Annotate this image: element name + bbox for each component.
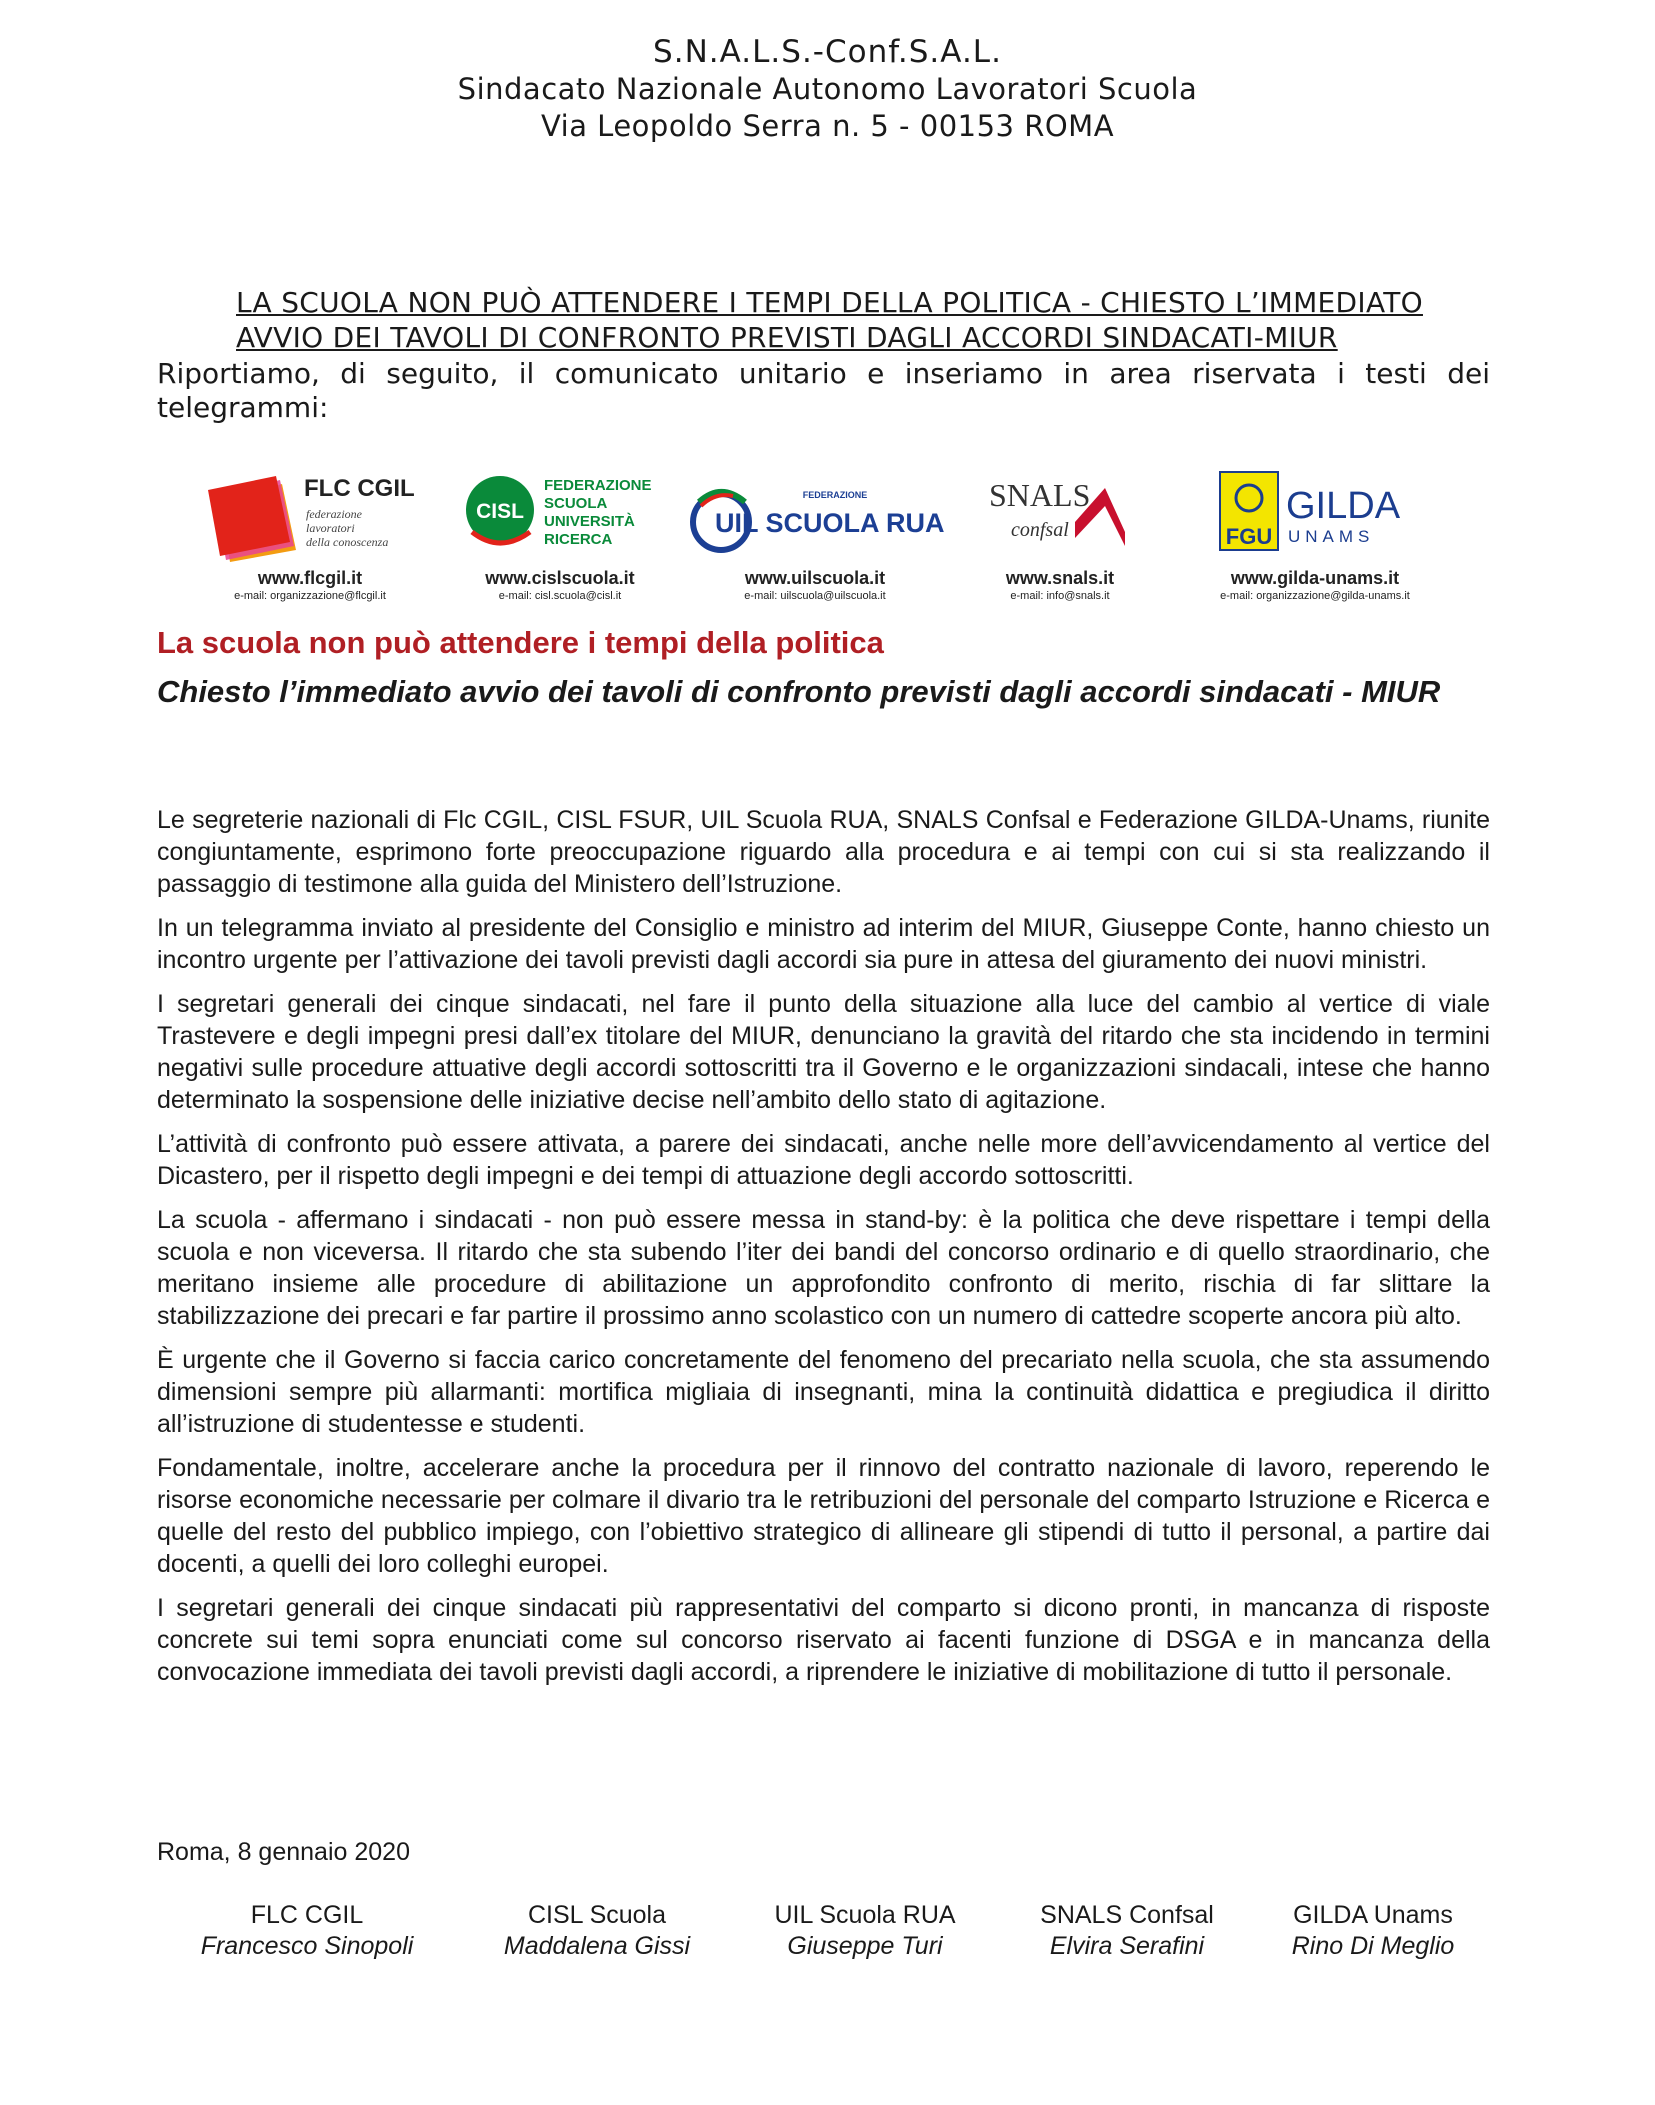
svg-text:lavoratori: lavoratori [306,521,355,535]
letterhead-org: S.N.A.L.S.-Conf.S.A.L. [653,34,1002,70]
signature-block [504,1900,690,1962]
cisl-mail: e-mail: cisl.scuola@cisl.it [498,590,622,602]
intro-text: Riportiamo, di seguito, il comunicato unitario e inseriamo in area riservata i testi dei telegrammi: [157,357,1490,424]
cisl-logo-name: CISL [476,500,524,523]
snals-confsal-label: confsal [1011,519,1069,541]
paragraph: È urgente che il Governo si faccia carico concretamente del fenomeno del precariato nella scuola, che sta assumendo dimensioni sempre più allarmanti: mortifica migliaia di insegnanti, mina la continuità didattica e pregiudica il diritto all’istruzione di studentesse e studenti. [157,1346,1490,1438]
cisl-site: www.cislscuola.it [485,568,635,588]
gilda-logo-name: GILDA [1286,485,1401,527]
signature-name: Francesco Sinopoli [200,1932,414,1960]
flc-cgil-mail: e-mail: organizzazione@flcgil.it [234,590,386,602]
snals-logo [975,462,1145,612]
snals-emblem-icon [975,462,1145,566]
uil-federazione-label: FEDERAZIONE [802,490,868,500]
cisl-logo [460,462,660,612]
gilda-unams-mail: e-mail: organizzazione@gilda-unams.it [1220,590,1410,602]
signature-org: GILDA Unams [1293,1901,1453,1929]
signatures [157,1900,1490,1970]
signature-block [774,1900,955,1962]
flc-cgil-logo-name: FLC CGIL [304,475,415,502]
signature-block [201,1900,414,1962]
document-title-line2: AVVIO DEI TAVOLI DI CONFRONTO PREVISTI DAGLI ACCORDI SINDACATI-MIUR [236,321,1338,354]
headline: La scuola non può attendere i tempi della politica [157,625,884,660]
signature-name: Rino Di Meglio [1291,1932,1455,1960]
document-title-line1: LA SCUOLA NON PUÒ ATTENDERE I TEMPI DELLA POLITICA - CHIESTO L’IMMEDIATO [236,286,1423,319]
paragraph: L’attività di confronto può essere attivata, a parere dei sindacati, anche nelle more dell’avvicendamento al vertice del Dicastero, per il rispetto degli impegni e dei tempi di attuazione degli accordo sottoscritti. [157,1130,1490,1190]
letterhead [0,34,1655,145]
flc-cgil-logo [200,462,420,612]
svg-text:RICERCA: RICERCA [544,531,613,548]
gilda-fgu-label: FGU [1225,524,1273,549]
cisl-emblem-icon [460,462,660,566]
gilda-unams-label: UNAMS [1288,527,1375,546]
signature-name: Maddalena Gissi [503,1932,691,1960]
sub-headline: Chiesto l’immediato avvio dei tavoli di confronto previsti dagli accordi sindacati - MIUR [157,674,1441,709]
svg-text:SCUOLA: SCUOLA [544,495,608,512]
signature-name: Elvira Serafini [1049,1932,1205,1960]
svg-text:della conoscenza: della conoscenza [306,535,389,549]
flc-cgil-site: www.flcgil.it [257,568,363,588]
paragraph: La scuola - affermano i sindacati - non può essere messa in stand-by: è la politica che deve rispettare i tempi della scuola e non viceversa. Il ritardo che sta subendo l’iter dei bandi del concorso ordinario e di quello straordinario, che meritano insieme alle procedure di abilitazione un approfondito confronto di merito, rischia di far slittare la stabilizzazione dei precari e far partire il prossimo anno scolastico con un numero di cattedre scoperte ancora più alto. [157,1206,1490,1330]
snals-logo-name: SNALS [989,477,1091,513]
signature-org: FLC CGIL [250,1901,364,1929]
snals-mail: e-mail: info@snals.it [1010,590,1110,602]
gilda-unams-emblem-icon [1190,462,1440,566]
gilda-unams-site: www.gilda-unams.it [1230,568,1400,588]
signature-org: SNALS Confsal [1040,1901,1214,1929]
paragraph: I segretari generali dei cinque sindacati più rappresentativi del comparto si dicono pronti, in mancanza di risposte concrete sui temi sopra enunciati come sul concorso riservato ai facenti funzione di DSGA e in mancanza della convocazione immediata dei tavoli previsti dagli accordi, a riprendere le iniziative di mobilitazione di tutto il personale. [157,1594,1490,1686]
signature-name: Giuseppe Turi [787,1932,943,1960]
communique-body [157,804,1490,1700]
union-logos [200,462,1445,612]
paragraph: Le segreterie nazionali di Flc CGIL, CISL FSUR, UIL Scuola RUA, SNALS Confsal e Federazione GILDA-Unams, riunite congiuntamente, esprimono forte preoccupazione riguardo alla procedura e ai tempi con cui si sta realizzando il passaggio di testimone alla guida del Ministero dell’Istruzione. [157,806,1490,898]
paragraph: Fondamentale, inoltre, accelerare anche la procedura per il rinnovo del contratto nazionale di lavoro, reperendo le risorse economiche necessarie per colmare il divario tra le retribuzioni del personale del comparto Istruzione e Ricerca e quelle del resto del pubblico impiego, con l’obiettivo strategico di allineare gli stipendi di tutto il personal, a partire dai docenti, a quelli dei loro colleghi europei. [157,1454,1490,1578]
uil-scuola-logo-name: UIL SCUOLA RUA [715,508,945,538]
gilda-unams-logo [1190,462,1440,612]
letterhead-fullname: Sindacato Nazionale Autonomo Lavoratori Scuola [457,72,1198,106]
paragraph: In un telegramma inviato al presidente del Consiglio e ministro ad interim del MIUR, Giuseppe Conte, hanno chiesto un incontro urgente per l’attivazione dei tavoli previsti dagli accordi sia pure in attesa del giuramento dei nuovi ministri. [157,914,1490,974]
svg-text:UNIVERSITÀ: UNIVERSITÀ [544,513,635,530]
signature-block [1040,1900,1214,1962]
uil-scuola-logo [685,462,945,612]
snals-site: www.snals.it [1005,568,1115,588]
document-title [236,285,1490,355]
paragraph: I segretari generali dei cinque sindacati, nel fare il punto della situazione alla luce del cambio al vertice di viale Trastevere e degli impegni presi dall’ex titolare del MIUR, denunciano la gravità del ritardo che sta incidendo in termini negativi sulle procedure attuative degli accordi sottoscritti tra il Governo e le organizzazioni sindacali, intese che hanno determinato la sospensione delle iniziative decise nell’ambito dello stato di agitazione. [157,990,1490,1114]
uil-scuola-site: www.uilscuola.it [744,568,886,588]
uil-scuola-emblem-icon [685,462,945,566]
letterhead-address: Via Leopoldo Serra n. 5 - 00153 ROMA [540,109,1115,143]
svg-text:FEDERAZIONE: FEDERAZIONE [544,477,652,494]
signature-org: UIL Scuola RUA [774,1901,956,1929]
signature-block [1292,1900,1455,1962]
flc-cgil-emblem-icon [200,462,420,566]
signature-org: CISL Scuola [527,1901,667,1929]
svg-text:federazione: federazione [306,507,362,521]
place-date: Roma, 8 gennaio 2020 [157,1838,410,1866]
uil-scuola-mail: e-mail: uilscuola@uilscuola.it [744,590,886,602]
